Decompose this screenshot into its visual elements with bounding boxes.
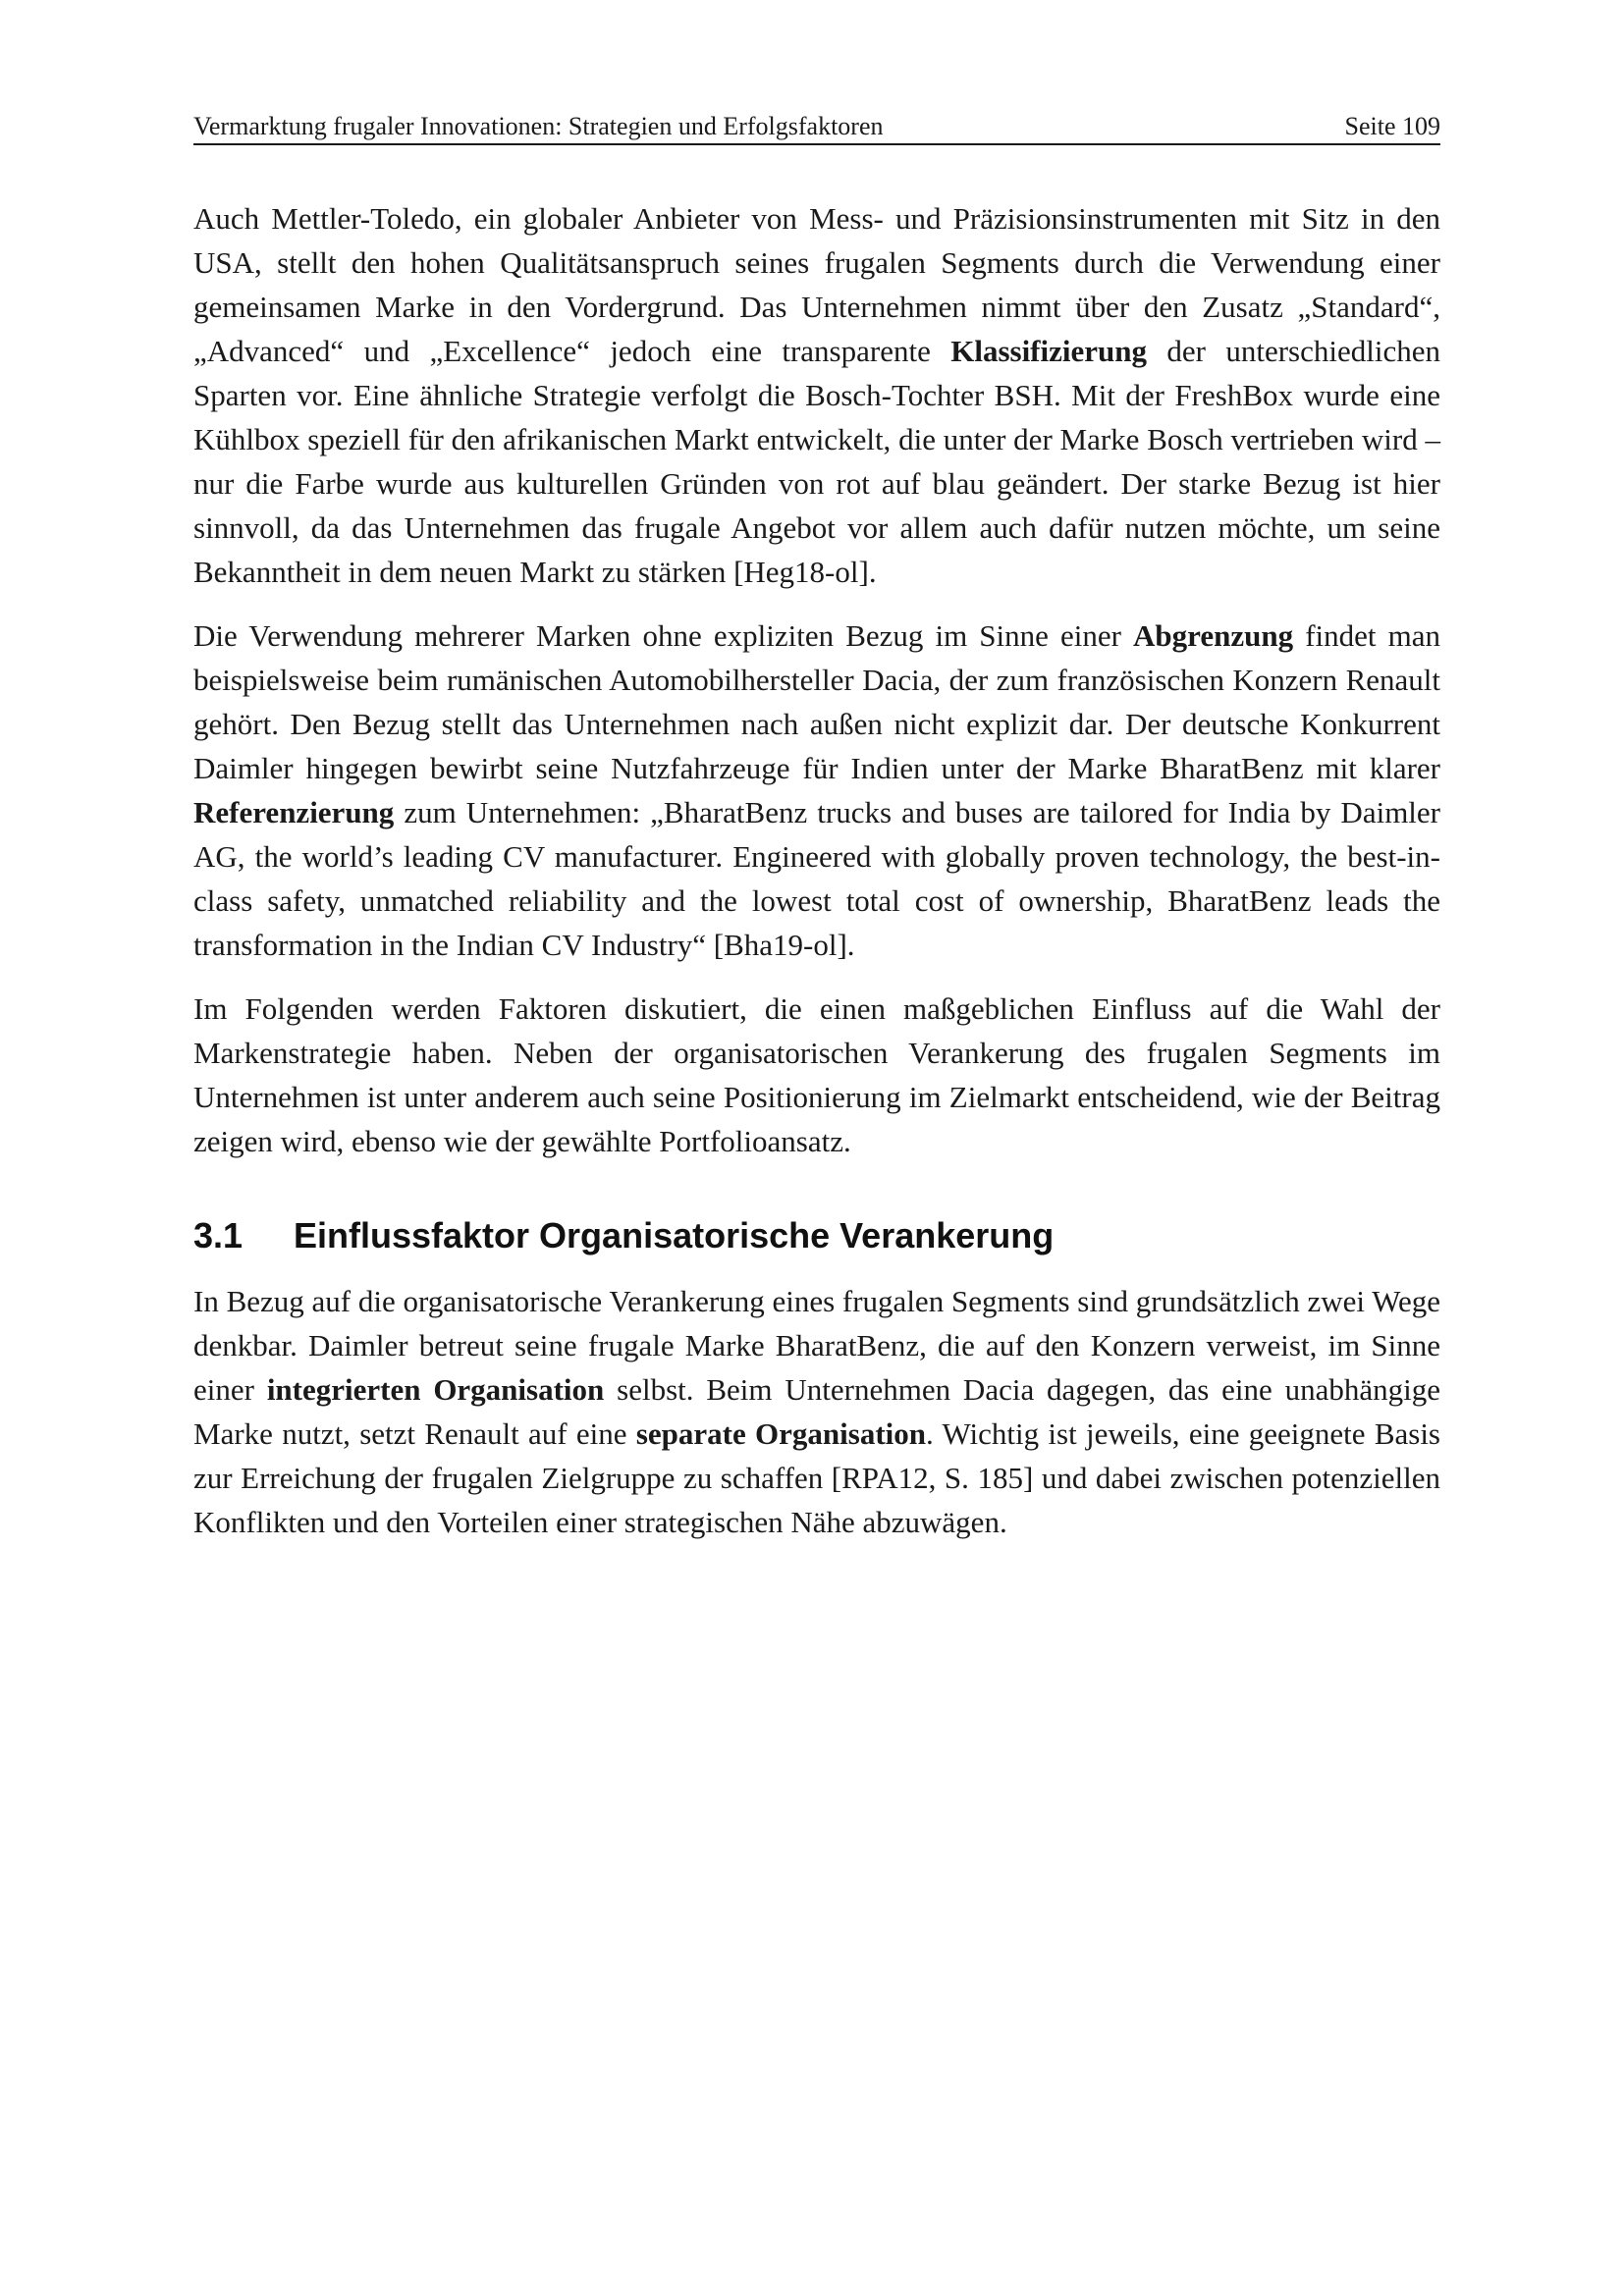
paragraph-einflussfaktoren — [193, 987, 1440, 1163]
bold-term-integrierte-organisation: integrierten Organisation — [266, 1372, 605, 1407]
body-text — [193, 196, 1440, 1564]
text-segment: Die Verwendung mehrerer Marken ohne expliziten Bezug im Sinne einer — [193, 618, 1134, 653]
section-title: Einflussfaktor Organisatorische Verankerung — [294, 1215, 1055, 1255]
text-segment: findet man beispielsweise beim rumänischen Automobilhersteller Dacia, der zum französischen Konzern Renault gehört. Den Bezug stellt das Unternehmen nach außen nicht explizit dar. Der deutsche Konkurrent Daimler hingegen bewirbt seine Nutzfahrzeuge für Indien unter der Marke BharatBenz mit klarer — [193, 618, 1440, 785]
paragraph-abgrenzung — [193, 614, 1440, 967]
text-segment: . Wichtig ist jeweils, eine geeignete Basis zur Erreichung der frugalen Zielgruppe zu schaffen [RPA12, S. 185] und dabei zwischen potenziellen Konflikten und den Vorteilen einer strategischen Nähe abzuwägen. — [193, 1416, 1440, 1539]
text-segment: zum Unternehmen: „BharatBenz trucks and buses are tailored for India by Daimler AG, the world’s leading CV manufacturer. Engineered with globally proven technology, the best-in-class safety, unmatched reliability and the lowest total cost of ownership, BharatBenz leads the transformation in the Indian CV Industry“ [Bha19-ol]. — [193, 795, 1440, 962]
paragraph-organisation — [193, 1279, 1440, 1544]
text-segment: In Bezug auf die organisatorische Verankerung eines frugalen Segments sind grundsätzlich zwei Wege denkbar. Daimler betreut seine frugale Marke BharatBenz, die auf den Konzern verweist, im Sinne einer — [193, 1284, 1440, 1407]
section-heading — [193, 1214, 1440, 1257]
page-number: Seite 109 — [1344, 112, 1440, 140]
text-segment: der unterschiedlichen Sparten vor. Eine ähnliche Strategie verfolgt die Bosch-Tochter BSH. Mit der FreshBox wurde eine Kühlbox speziell für den afrikanischen Markt entwickelt, die unter der Marke Bosch vertrieben wird – nur die Farbe wurde aus kulturellen Gründen von rot auf blau geändert. Der starke Bezug ist hier sinnvoll, da das Unternehmen das frugale Angebot vor allem auch dafür nutzen möchte, um seine Bekanntheit in dem neuen Markt zu stärken [Heg18-ol]. — [193, 334, 1440, 589]
bold-term-abgrenzung: Abgrenzung — [1133, 618, 1294, 653]
paragraph-mettler-toledo — [193, 196, 1440, 594]
bold-term-separate-organisation: separate Organisation — [635, 1416, 927, 1451]
running-header-title: Vermarktung frugaler Innovationen: Strategien und Erfolgsfaktoren — [193, 112, 884, 140]
text-segment: selbst. Beim Unternehmen Dacia dagegen, das eine unabhängige Marke nutzt, setzt Renault auf eine — [193, 1372, 1440, 1451]
bold-term-klassifizierung: Klassifizierung — [950, 334, 1147, 368]
text-segment: Auch Mettler-Toledo, ein globaler Anbieter von Mess- und Präzisionsinstrumenten mit Sitz in den USA, stellt den hohen Qualitätsanspruch seines frugalen Segments durch die Verwendung einer gemeinsamen Marke in den Vordergrund. Das Unternehmen nimmt über den Zusatz „Standard“, „Advanced“ und „Excellence“ jedoch eine transparente — [193, 201, 1440, 368]
section-number: 3.1 — [193, 1215, 244, 1255]
running-header — [193, 106, 1440, 145]
bold-term-referenzierung: Referenzierung — [193, 795, 395, 829]
text-segment: Im Folgenden werden Faktoren diskutiert, die einen maßgeblichen Einfluss auf die Wahl der Markenstrategie haben. Neben der organisatorischen Verankerung des frugalen Segments im Unternehmen ist unter anderem auch seine Positionierung im Zielmarkt entscheidend, wie der Beitrag zeigen wird, ebenso wie der gewählte Portfolioansatz. — [193, 991, 1440, 1158]
